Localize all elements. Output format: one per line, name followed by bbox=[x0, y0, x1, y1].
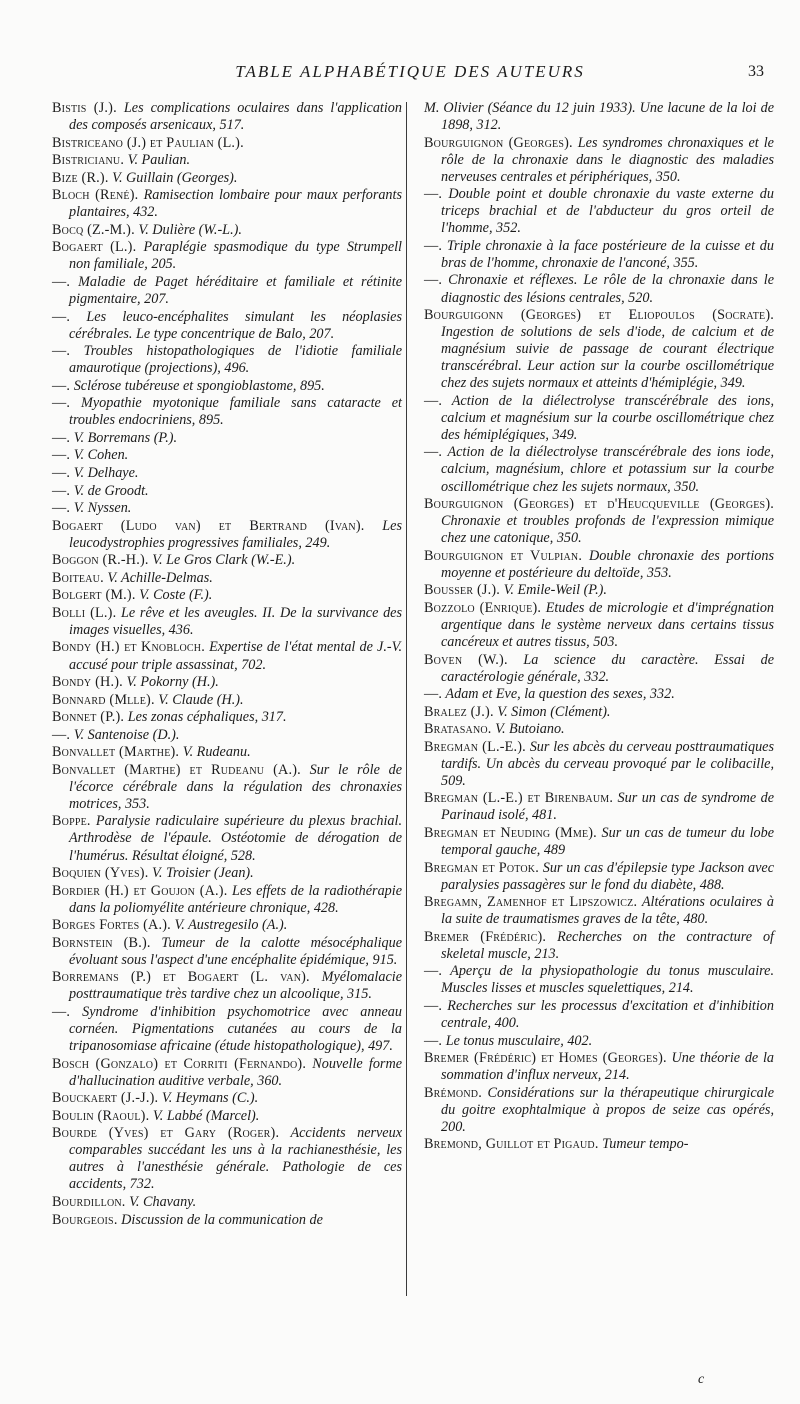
index-entry bbox=[52, 865, 402, 882]
running-title: TABLE ALPHABÉTIQUE DES AUTEURS bbox=[235, 62, 585, 81]
index-entry bbox=[52, 465, 402, 482]
index-entry bbox=[424, 652, 774, 686]
entry-title: V. Guillain (Georges). bbox=[108, 169, 238, 186]
index-entry bbox=[424, 307, 774, 392]
entry-title: Myopathie myotonique familiale sans cataracte et troubles endocriniens, 895. bbox=[69, 395, 402, 429]
entry-author: Bistricianu. bbox=[52, 152, 125, 169]
entry-title: V. Dulière (W.-L.). bbox=[134, 221, 242, 238]
index-entry bbox=[52, 883, 402, 917]
entry-author: Bize (R.). bbox=[52, 169, 109, 186]
index-entry bbox=[424, 1050, 774, 1084]
entry-title: Nouvelle forme d'hallucination auditive verbale, 360. bbox=[69, 1055, 402, 1089]
entry-title: Maladie de Paget héréditaire et familiale et rétinite pigmentaire, 207. bbox=[69, 273, 402, 308]
entry-title: V. de Groodt. bbox=[70, 482, 149, 499]
entry-author: —. bbox=[424, 272, 443, 289]
index-entry bbox=[52, 552, 402, 569]
index-entry bbox=[52, 1125, 402, 1193]
entry-author: Bolgert (M.). bbox=[52, 587, 136, 604]
index-entry bbox=[52, 274, 402, 308]
entry-title: Sur un cas de tumeur du lobe temporal gauche, 489 bbox=[441, 824, 774, 859]
entry-title: V. Pokorny (H.). bbox=[122, 674, 219, 691]
index-entry bbox=[52, 744, 402, 761]
entry-title: Double point et double chronaxie du vaste externe du triceps brachial et de l'abducteur du gros orteil de l'homme, 352. bbox=[441, 186, 774, 237]
index-entry bbox=[52, 1056, 402, 1090]
index-entry bbox=[52, 378, 402, 395]
index-entry bbox=[52, 587, 402, 604]
index-entry bbox=[52, 762, 402, 813]
entry-author: Boquien (Yves). bbox=[52, 865, 149, 882]
entry-author: Bourguignon (Georges) et d'Heucqueville (Georges). bbox=[424, 496, 774, 513]
entry-author: Bregman et Neuding (Mme). bbox=[424, 824, 597, 841]
entry-title: Paralysie radiculaire supérieure du plexus brachial. Arthrodèse de l'épaule. Ostéotomie de dérogation de l'humérus. Résultat éloigné, 528. bbox=[69, 813, 402, 864]
entry-title: V. Nyssen. bbox=[70, 500, 132, 517]
entry-author: —. bbox=[52, 377, 71, 394]
entry-title: Discussion de la communication de bbox=[117, 1211, 323, 1228]
page-number: 33 bbox=[748, 63, 764, 80]
index-entry bbox=[52, 239, 402, 273]
index-entry bbox=[424, 135, 774, 186]
entry-title: Sur le rôle de l'écorce cérébrale dans la régulation des chronaxies motrices, 353. bbox=[69, 761, 402, 812]
entry-title: Les syndromes chronaxiques et le rôle de la chronaxie dans le diagnostic des maladies nerveuses centrales et périphériques, 350. bbox=[441, 134, 774, 185]
entry-author: Bondy (H.). bbox=[52, 674, 123, 691]
signature-mark: c bbox=[698, 1372, 705, 1387]
entry-author: Bogaert (Ludo van) et Bertrand (Ivan). bbox=[52, 517, 365, 534]
entry-author: Bourguignon et Vulpian. bbox=[424, 547, 583, 564]
index-entry bbox=[52, 309, 402, 343]
entry-author: Bratasano. bbox=[424, 721, 492, 738]
entry-title: V. Le Gros Clark (W.-E.). bbox=[148, 552, 296, 569]
entry-title: V. Cohen. bbox=[70, 447, 129, 464]
entry-title: La science du caractère. Essai de caractérologie générale, 332. bbox=[441, 651, 774, 685]
entry-author: —. bbox=[424, 686, 443, 703]
entry-title: V. Achille-Delmas. bbox=[103, 569, 213, 586]
entry-title: V. Santenoise (D.). bbox=[70, 726, 180, 743]
index-entry bbox=[424, 739, 774, 790]
column-divider bbox=[406, 102, 407, 1296]
entry-author: Bregman (L.-E.). bbox=[424, 738, 526, 755]
entry-title: Altérations oculaires à la suite de traumatismes graves de la tête, 480. bbox=[441, 894, 775, 928]
index-entry bbox=[52, 709, 402, 726]
entry-title: V. Butoiano. bbox=[491, 721, 565, 738]
entry-title: V. Austregesilo (A.). bbox=[170, 917, 288, 934]
entry-title: Les leuco-encéphalites simulant les néoplasies cérébrales. Le type concentrique de Balo, 207. bbox=[69, 308, 402, 342]
entry-author: Bourde (Yves) et Gary (Roger). bbox=[52, 1125, 280, 1142]
index-column-right bbox=[424, 100, 774, 1154]
entry-author: Bourdillon. bbox=[52, 1193, 126, 1210]
entry-title: M. Olivier (Séance du 12 juin 1933). Une lacune de la loi de 1898, 312. bbox=[424, 100, 774, 134]
entry-author: Bremer (Frédéric). bbox=[424, 928, 547, 945]
index-entry bbox=[52, 343, 402, 377]
entry-author: Brémond. bbox=[424, 1084, 482, 1101]
entry-title: V. Troisier (Jean). bbox=[148, 865, 254, 882]
index-entry bbox=[52, 152, 402, 169]
entry-author: —. bbox=[424, 1032, 443, 1049]
entry-author: Bonvallet (Marthe) et Rudeanu (A.). bbox=[52, 761, 301, 778]
index-entry bbox=[52, 1004, 402, 1055]
index-entry bbox=[52, 518, 402, 552]
entry-title: Les leucodystrophies progressives familiales, 249. bbox=[69, 517, 402, 551]
entry-author: Bourguigonn (Georges) et Eliopoulos (Socrate). bbox=[424, 307, 774, 324]
index-entry bbox=[52, 570, 402, 587]
entry-author: Boiteau. bbox=[52, 569, 104, 586]
entry-author: Boven (W.). bbox=[424, 651, 508, 668]
index-entry bbox=[52, 917, 402, 934]
entry-title: V. Paulian. bbox=[124, 152, 191, 169]
entry-author: —. bbox=[52, 464, 71, 481]
entry-author: Boppe. bbox=[52, 813, 91, 830]
index-entry bbox=[424, 721, 774, 738]
entry-title: Considérations sur la thérapeutique chirurgicale du goitre exophtalmique à propos de seize cas opérés, 200. bbox=[441, 1084, 774, 1135]
entry-title: Recherches sur les processus d'excitation et d'inhibition centrale, 400. bbox=[441, 997, 774, 1031]
entry-title: Expertise de l'état mental de J.-V. accusé pour triple assassinat, 702. bbox=[69, 639, 402, 673]
entry-title: V. Simon (Clément). bbox=[493, 703, 611, 720]
index-entry bbox=[52, 135, 402, 152]
index-entry bbox=[52, 674, 402, 691]
entry-author: Bolli (L.). bbox=[52, 604, 117, 621]
entry-author: —. bbox=[52, 395, 71, 412]
entry-title: V. Chavany. bbox=[125, 1193, 197, 1210]
index-entry bbox=[424, 704, 774, 721]
index-entry bbox=[424, 825, 774, 859]
entry-title: Action de la diélectrolyse transcérébrale des ions iode, calcium, magnésium, chlore et potassium sur la courbe oscillométrique chez les sujets normaux, 350. bbox=[441, 444, 774, 495]
entry-title: Paraplégie spasmodique du type Strumpell non familiale, 205. bbox=[69, 239, 402, 273]
entry-author: Bregamn, Zamenhof et Lipszowicz. bbox=[424, 894, 638, 911]
entry-author: Bornstein (B.). bbox=[52, 934, 151, 951]
entry-author: —. bbox=[424, 444, 443, 461]
entry-author: Bregman et Potok. bbox=[424, 859, 539, 876]
entry-author: —. bbox=[424, 237, 443, 254]
index-entry bbox=[52, 639, 402, 673]
index-entry bbox=[52, 447, 402, 464]
entry-title: Les effets de la radiothérapie dans la poliomyélite antérieure chronique, 428. bbox=[69, 882, 402, 916]
index-entry bbox=[424, 686, 774, 703]
index-entry bbox=[424, 790, 774, 824]
index-entry bbox=[52, 969, 402, 1003]
index-entry bbox=[424, 963, 774, 997]
entry-author: Boulin (Raoul). bbox=[52, 1107, 150, 1124]
entry-author: —. bbox=[52, 482, 71, 499]
entry-author: Bousser (J.). bbox=[424, 582, 501, 599]
entry-title: Chronaxie et réflexes. Le rôle de la chronaxie dans le diagnostic des lésions centrales, 520. bbox=[441, 272, 774, 306]
index-entry bbox=[52, 222, 402, 239]
entry-title: V. Delhaye. bbox=[70, 464, 139, 481]
entry-author: Bouckaert (J.-J.). bbox=[52, 1090, 159, 1107]
index-entry bbox=[52, 500, 402, 517]
index-entry bbox=[52, 692, 402, 709]
entry-author: —. bbox=[52, 500, 71, 517]
index-entry bbox=[52, 100, 402, 134]
entry-author: Bralez (J.). bbox=[424, 703, 494, 720]
entry-title: Aperçu de la physiopathologie du tonus musculaire. Muscles lisses et muscles squelettiques, 214. bbox=[441, 963, 774, 997]
index-entry bbox=[424, 393, 774, 444]
entry-title: V. Labbé (Marcel). bbox=[149, 1107, 260, 1124]
index-entry bbox=[424, 100, 774, 134]
index-entry bbox=[424, 894, 774, 928]
entry-author: —. bbox=[424, 997, 443, 1014]
index-entry bbox=[52, 1212, 402, 1229]
entry-author: Bremond, Guillot et Pigaud. bbox=[424, 1136, 599, 1153]
index-entry bbox=[52, 727, 402, 744]
index-entry bbox=[424, 1033, 774, 1050]
entry-author: Borges Fortes (A.). bbox=[52, 917, 171, 934]
entry-title: Etudes de micrologie et d'imprégnation argentique dans le système nerveux dans certains tissus cancéreux et autres tissus, 503. bbox=[441, 599, 775, 650]
entry-title: Sclérose tubéreuse et spongioblastome, 895. bbox=[70, 377, 325, 394]
index-entry bbox=[424, 582, 774, 599]
index-entry bbox=[52, 187, 402, 221]
entry-title: Sur les abcès du cerveau posttraumatiques tardifs. Un abcès du cerveau provoqué par le colibacille, 509. bbox=[441, 738, 774, 789]
entry-title: V. Coste (F.). bbox=[135, 587, 213, 604]
entry-author: Bogaert (L.). bbox=[52, 239, 137, 256]
entry-author: Bocq (Z.-M.). bbox=[52, 221, 135, 238]
index-entry bbox=[52, 935, 402, 969]
index-entry bbox=[424, 496, 774, 547]
entry-title: Les zonas céphaliques, 317. bbox=[124, 709, 287, 726]
entry-title: Tumeur tempo- bbox=[598, 1136, 689, 1153]
entry-author: Bremer (Frédéric) et Homes (Georges). bbox=[424, 1050, 667, 1067]
index-entry bbox=[52, 1194, 402, 1211]
index-entry bbox=[424, 238, 774, 272]
entry-author: —. bbox=[52, 1003, 71, 1020]
entry-title: V. Claude (H.). bbox=[154, 691, 244, 708]
entry-author: —. bbox=[52, 273, 71, 290]
entry-title: Myélomalacie posttraumatique très tardive chez un alcoolique, 315. bbox=[69, 969, 403, 1003]
entry-author: Borremans (P.) et Bogaert (L. van). bbox=[52, 969, 310, 986]
index-entry bbox=[52, 170, 402, 187]
entry-author: —. bbox=[424, 392, 443, 409]
entry-author: —. bbox=[424, 963, 443, 980]
index-entry bbox=[424, 444, 774, 495]
entry-title: Ingestion de solutions de sels d'iode, de calcium et de magnésium suivie de passage de courant électrique transcérébral. Leur action sur la courbe oscillométrique chez des sujets normaux et atteints d'hémiplégie, 349. bbox=[441, 324, 774, 392]
entry-author: —. bbox=[52, 308, 71, 325]
entry-title: Recherches on the contracture of skeletal muscle, 213. bbox=[441, 928, 774, 962]
entry-title: Double chronaxie des portions moyenne et postérieure du deltoïde, 353. bbox=[441, 547, 774, 581]
index-entry bbox=[52, 430, 402, 447]
entry-author: Bozzolo (Enrique). bbox=[424, 599, 542, 616]
entry-title: Sur un cas d'épilepsie type Jackson avec paralysies passagères sur le fond du diabète, 488. bbox=[441, 859, 775, 893]
index-entry bbox=[424, 860, 774, 894]
index-entry bbox=[424, 1085, 774, 1136]
index-entry bbox=[424, 272, 774, 306]
entry-author: —. bbox=[424, 186, 443, 203]
entry-title: V. Borremans (P.). bbox=[70, 429, 178, 446]
entry-title: Ramisection lombaire pour maux perforants plantaires, 432. bbox=[69, 187, 402, 221]
index-entry bbox=[424, 548, 774, 582]
entry-title: Les complications oculaires dans l'application des composés arsenicaux, 517. bbox=[69, 100, 402, 134]
entry-title: Troubles histopathologiques de l'idiotie familiale amaurotique (projections), 496. bbox=[69, 343, 402, 377]
entry-author: Bistriceano (J.) et Paulian (L.). bbox=[52, 134, 244, 151]
index-column-left bbox=[52, 100, 402, 1229]
entry-author: Bourgeois. bbox=[52, 1211, 118, 1228]
index-entry bbox=[52, 605, 402, 639]
entry-title: Sur un cas de syndrome de Parinaud isolé, 481. bbox=[441, 790, 774, 824]
entry-author: —. bbox=[52, 447, 71, 464]
entry-author: Bistis (J.). bbox=[52, 100, 117, 116]
entry-title: Tumeur de la calotte mésocéphalique évoluant sous l'aspect d'une encéphalite épidémique, 915. bbox=[69, 934, 403, 968]
entry-author: Bloch (René). bbox=[52, 187, 139, 204]
index-entry bbox=[52, 1090, 402, 1107]
entry-author: Bordier (H.) et Goujon (A.). bbox=[52, 882, 228, 899]
entry-title: Une théorie de la sommation d'influx nerveux, 214. bbox=[441, 1050, 774, 1084]
entry-author: Bosch (Gonzalo) et Corriti (Fernando). bbox=[52, 1055, 307, 1072]
entry-author: Boggon (R.-H.). bbox=[52, 552, 149, 569]
entry-author: Bonnard (Mlle). bbox=[52, 691, 155, 708]
index-entry bbox=[52, 483, 402, 500]
index-entry bbox=[52, 1108, 402, 1125]
entry-author: Bondy (H.) et Knobloch. bbox=[52, 639, 205, 656]
entry-title: Accidents nerveux comparables succédant les uns à la rachianesthésie, les autres à l'anesthésie générale. Pathologie de ces accidents, 732. bbox=[69, 1125, 402, 1193]
entry-title: Chronaxie et troubles profonds de l'expression mimique chez une catonique, 350. bbox=[441, 513, 774, 547]
entry-title: Le rêve et les aveugles. II. De la survivance des images visuelles, 436. bbox=[69, 604, 402, 638]
entry-author: Bonnet (P.). bbox=[52, 709, 125, 726]
index-entry bbox=[424, 600, 774, 651]
index-entry bbox=[424, 1136, 774, 1153]
entry-author: Bourguignon (Georges). bbox=[424, 134, 573, 151]
entry-title: Syndrome d'inhibition psychomotrice avec anneau cornéen. Pigmentations cutanées au cours de la tripanosomiase africaine (étude histopathologique), 497. bbox=[69, 1003, 402, 1055]
index-entry bbox=[424, 186, 774, 237]
entry-author: Bregman (L.-E.) et Birenbaum. bbox=[424, 790, 614, 807]
entry-title: V. Heymans (C.). bbox=[158, 1090, 259, 1107]
entry-title: Action de la diélectrolyse transcérébrale des ions, calcium et magnésium sur la courbe oscillométrique chez des hémiplégiques, 349. bbox=[441, 392, 774, 443]
index-entry bbox=[52, 395, 402, 429]
entry-title: Adam et Eve, la question des sexes, 332. bbox=[442, 686, 675, 703]
index-entry bbox=[52, 813, 402, 864]
entry-title: Triple chronaxie à la face postérieure de la cuisse et du bras de l'homme, chronaxie de l'anconé, 355. bbox=[441, 237, 774, 271]
entry-author: —. bbox=[52, 343, 71, 360]
index-entry bbox=[424, 929, 774, 963]
entry-title: V. Rudeanu. bbox=[179, 744, 251, 761]
entry-author: —. bbox=[52, 726, 71, 743]
entry-author: —. bbox=[52, 429, 71, 446]
index-entry bbox=[424, 998, 774, 1032]
entry-author: Bonvallet (Marthe). bbox=[52, 744, 180, 761]
entry-title: V. Emile-Weil (P.). bbox=[500, 582, 607, 599]
entry-title: Le tonus musculaire, 402. bbox=[442, 1032, 593, 1049]
